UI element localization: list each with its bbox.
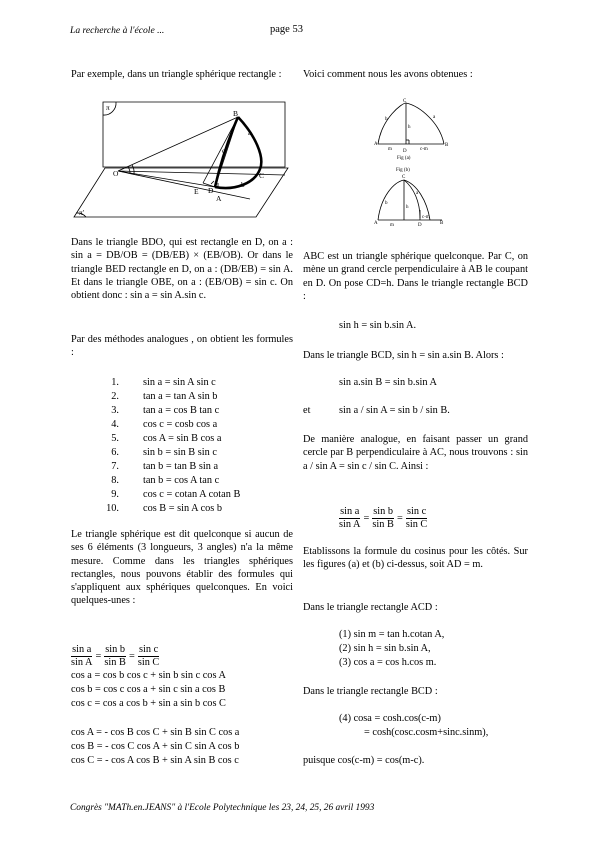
frac-num: sin c [138,644,159,655]
formula-number: 2. [111,391,119,402]
formula-text: tan a = tan A sin b [143,391,218,402]
right-para4: Etablissons la formule du cosinus pour les côtés. Sur les figures (a) et (b) ci-dessus, soit AD = m. [303,546,528,571]
fa-label-A: A [374,142,378,147]
fb-label-m: m [390,223,394,226]
formula-text: tan b = tan B sin a [143,461,219,472]
left-para2: Par des méthodes analogues , on obtient les formules : [71,334,293,359]
formula-number: 6. [111,447,119,458]
cos-side-formula: cos b = cos c cos a + sin c sin a cos B [71,684,226,695]
fa-label-h: h [408,125,411,130]
label-D: D [208,186,214,195]
footer: Congrès "MATh.en.JEANS" à l'Ecole Polytechnique les 23, 24, 25, 26 avril 1993 [70,803,375,813]
running-header: La recherche à l'école ... [70,25,165,36]
frac-den: sin A [71,657,93,668]
right-last-line: puisque cos(c-m) = cos(m-c). [303,755,425,766]
left-intro: Par exemple, dans un triangle sphérique rectangle : [71,69,282,80]
figure-a [372,98,450,162]
right-eq2: sin a.sin B = sin b.sin A [339,377,437,388]
bcd-formula-2: = cosh(cosc.cosm+sinc.sinm), [364,727,489,738]
cos-angle-formula: cos B = - cos C cos A + sin C sin A cos b [71,741,240,752]
cos-side-formula: cos c = cos a cos b + sin a sin b cos C [71,698,226,709]
fb-caption: Fig (b) [396,168,410,173]
right-para1: ABC est un triangle sphérique quelconque. Par C, on mène un grand cercle perpendiculaire à AB le coupant en D. On pose CD=h. Dans le triangle rectangle BCD : [303,251,528,302]
formula-number: 10. [106,503,119,514]
frac-num: sin c [406,506,427,517]
fa-label-cm: c-m [420,147,428,152]
fa-caption: Fig (a) [397,156,411,161]
acd-formula: (3) cos a = cos h.cos m. [339,657,437,668]
label-O: O [113,169,119,178]
formula-text: cos B = sin A cos b [143,503,223,514]
formula-number: 5. [111,433,119,444]
acd-formula: (1) sin m = tan h.cotan A, [339,629,445,640]
formula-number: 7. [111,461,119,472]
sine-law-fraction-left: $\frac{\text{sin a}}{\text{sin A}}$ = $\frac{\text{sin b}}{\text{sin B}}$ = $\frac{\text{sin c}}{\text{sin C}}$ [71,644,160,668]
right-eq1: sin h = sin b.sin A. [339,320,417,331]
formula-text: sin a = sin A sin c [143,377,216,388]
fb-label-D: D [418,223,422,226]
fa-label-m: m [388,147,392,152]
frac-num: sin a [72,644,92,655]
fa-label-C: C [403,99,407,104]
formula-number: 1. [111,377,119,388]
right-eq3-label: et [303,405,311,416]
fa-label-B: B [445,143,449,148]
label-B: B [233,109,239,118]
fb-label-C: C [402,175,406,180]
fb-label-a: a [416,191,419,196]
right-para3: De manière analogue, en faisant passer un grand cercle par B perpendiculaire à AC, nous trouvons : sin a / sin A = sin c / sin C. Ainsi : [303,434,528,472]
formula-text: cos c = cosb cos a [143,419,218,430]
formula-number: 9. [111,489,119,500]
formula-number: 8. [111,475,119,486]
figure-spherical-right-triangle [70,95,292,225]
fb-label-B: B [440,221,444,226]
right-para6: Dans le triangle rectangle BCD : [303,686,438,697]
figure-b [372,166,462,226]
frac-den: sin C [137,657,160,668]
frac-num: sin a [340,506,360,517]
label-C: C [259,171,265,180]
frac-den: sin B [104,657,126,668]
label-A: A [216,194,222,203]
cos-side-formula: cos a = cos b cos c + sin b sin c cos A [71,670,226,681]
right-eq3: sin a / sin A = sin b / sin B. [339,405,450,416]
fa-label-a: a [433,115,436,120]
formula-text: cos c = cotan A cotan B [143,489,241,500]
right-para5: Dans le triangle rectangle ACD : [303,602,438,613]
formula-text: cos A = sin B cos a [143,433,222,444]
plane-pi [103,102,285,167]
page-number: page 53 [270,24,303,35]
right-para2: Dans le triangle BCD, sin h = sin a.sin B. Alors : [303,350,504,361]
fa-label-b: b [385,117,388,122]
left-para1: Dans le triangle BDO, qui est rectangle en D, on a : sin a = DB/OB = (DB/EB) × (EB/OB). Or dans le triangle BED rectangle en D, on a : (DB/EB) = sin A. Et dans le triangle OBE, on a : (EB/OB) = sin c. On obtient donc : sin a = sin A.sin c. [71,237,293,302]
label-E: E [194,187,199,196]
cos-angle-formula: cos C = - cos A cos B + sin A sin B cos c [71,755,239,766]
label-a: a [248,128,252,137]
frac-den: sin A [339,519,361,530]
cos-angle-formula: cos A = - cos B cos C + sin B sin C cos a [71,727,240,738]
frac-den: sin C [405,519,428,530]
left-para3: Le triangle sphérique est dit quelconque si aucun de ses 6 éléments (3 longueurs, 3 angles) n'a la même mesure. Comme dans les triangles sphériques rectangles, nous pouvons établir des formules qui s'appliquent aux sphériques quelconques. En voici quelques-unes : [71,529,293,607]
arc-sides [378,103,444,144]
formula-number: 4. [111,419,119,430]
fa-label-D: D [403,149,407,154]
bcd-formula-1: (4) cosa = cosh.cos(c-m) [339,713,441,724]
fb-label-h: h [406,205,409,210]
formula-number: 3. [111,405,119,416]
sine-law-fraction-right: $\frac{\text{sin a}}{\text{sin A}}$ = $\frac{\text{sin b}}{\text{sin B}}$ = $\frac{\text{sin c}}{\text{sin C}}$ [339,506,428,530]
frac-num: sin b [105,644,126,655]
frac-num: sin b [373,506,394,517]
formula-text: tan a = cos B tan c [143,405,220,416]
label-c: c [222,146,226,155]
acd-formula: (2) sin h = sin b.sin A, [339,643,431,654]
right-intro: Voici comment nous les avons obtenues : [303,69,473,80]
label-b: b [241,180,245,189]
fb-label-A: A [374,221,378,226]
formula-text: tan b = cos A tan c [143,475,220,486]
label-pi-prime: π' [79,208,85,217]
fb-label-cm: c-m [422,215,430,220]
fb-label-b: b [385,201,388,206]
formula-text: sin b = sin B sin c [143,447,217,458]
frac-den: sin B [372,519,394,530]
label-pi: π [106,103,110,112]
